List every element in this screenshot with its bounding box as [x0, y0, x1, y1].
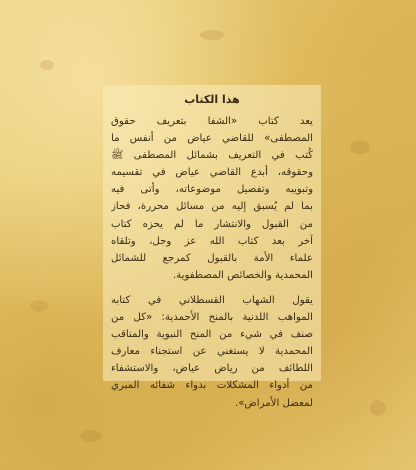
panel-title: هذا الكتاب [184, 93, 240, 106]
text-line: يعد كتاب «الشفا بتعريف حقوق [111, 116, 313, 127]
text-line: اللطائف من رياض عياض، والاستشفاء [111, 363, 313, 375]
text-line: علماء الأمة بالقبول كمرجع للشمائل [111, 252, 313, 264]
paper-speck [370, 400, 386, 416]
text-line: من القبول والانتشار ما لم يحزه كتاب [111, 218, 313, 230]
text-line: المواهب اللدنية بالمنح الأحمدية: «كل من [111, 312, 313, 324]
text-line: وتبويبه وتفصيل موضوعاته، وأتى فيه [111, 184, 313, 196]
text-line: المحمدية لا يستغني عن استجناء معارف [111, 346, 313, 358]
paragraph-2 [111, 292, 313, 412]
text-line: آخر بعد كتاب الله عز وجل، وتلقاه [111, 235, 313, 247]
text-line: بما لم يُسبق إليه من مسائل محررة، فحاز [111, 201, 313, 213]
paper-speck [350, 140, 370, 154]
text-line: لمعضل الأمراض». [234, 397, 313, 409]
paper-speck [80, 430, 102, 442]
text-line: كُتب في التعريف بشمائل المصطفى ﷺ [111, 150, 313, 162]
paper-speck [200, 30, 224, 40]
text-line: وحقوقه، أبدع القاضي عياض في تقسيمه [111, 167, 313, 179]
text-line: يقول الشهاب القسطلاني في كتابه [111, 294, 313, 306]
paragraph-1 [111, 113, 313, 284]
text-line: المحمدية والخصائص المصطفوية. [172, 269, 313, 281]
text-line: من أدواء المشكلات بدواء شفائه المبري [111, 380, 313, 392]
paper-speck [30, 300, 48, 312]
text-line: صنف في شيء من المنح النبوية والمناقب [111, 329, 313, 341]
text-line: المصطفى» للقاضي عياض من أنفس ما [111, 133, 313, 145]
paper-speck [40, 60, 54, 70]
book-description-panel [103, 85, 321, 409]
